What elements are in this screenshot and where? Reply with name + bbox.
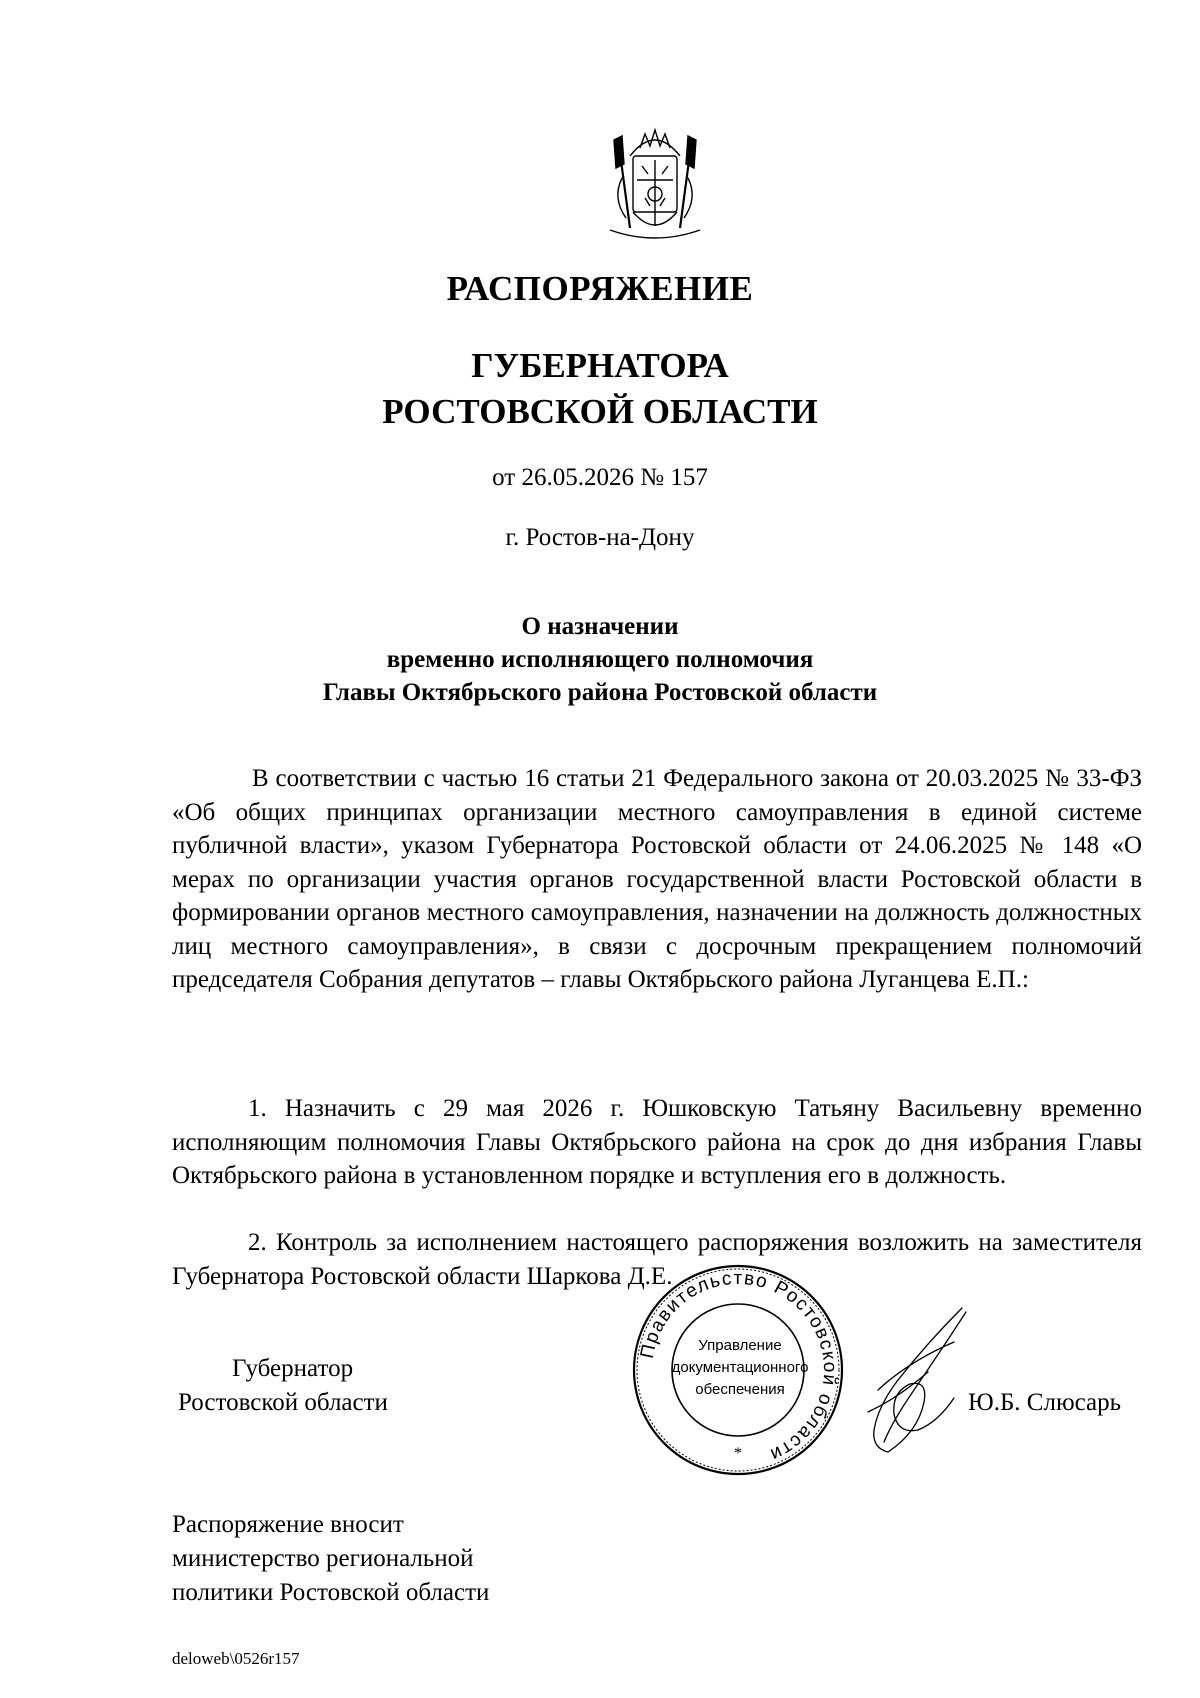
item-1-paragraph: 1. Назначить с 29 мая 2026 г. Юшковскую Татьяну Васильевну временно исполняющим полномочия Главы Октябрьского района на срок до дня избрания Главы Октябрьского района в установленном порядке и вступления его в должность. [172,1095,1142,1189]
coat-of-arms-icon [600,118,710,242]
signer-position-line-1: Губернатор [232,1355,354,1382]
handwritten-signature-icon [858,1302,978,1462]
document-city: г. Ростов-на-Дону [505,524,695,551]
signer-position [178,1352,388,1420]
subject-line-3: Главы Октябрьского района Ростовской области [322,679,878,706]
svg-text:*: * [734,1445,742,1462]
signer-position-line-2: Ростовской области [178,1389,388,1416]
introduced-by-line-3: политики Ростовской области [172,1579,490,1606]
issuer-line-1: ГУБЕРНАТОРА [471,346,729,385]
issuer-title [0,343,1200,435]
preamble-paragraph: В соответствии с частью 16 статьи 21 Федерального закона от 20.03.2025 № 33-ФЗ «Об общих принципах организации местного самоуправления в единой системе публичной власти», указом Губернатора Ростовской области от 24.06.2025 № 148 «О мерах по организации участия органов государственной власти Ростовской области в формировании органов местного самоуправления, назначении на должность должностных лиц местного самоуправления», в связи с досрочным прекращением полномочий председателя Собрания депутатов – главы Октябрьского района Луганцева Е.П.: [172,765,1142,993]
seal-inner-line-2: документационного [671,1359,809,1376]
introduced-by-line-2: министерство региональной [172,1545,474,1572]
seal-inner-line-1: Управление [698,1337,782,1354]
document-date-number: от 26.05.2026 № 157 [492,464,708,491]
document-subject [0,610,1200,709]
introduced-by-line-1: Распоряжение вносит [172,1511,404,1538]
file-code: deloweb\0526r157 [172,1649,300,1668]
signer-name: Ю.Б. Слюсарь [968,1389,1122,1416]
subject-line-1: О назначении [521,613,679,640]
item-2-paragraph: 2. Контроль за исполнением настоящего распоряжения возложить на заместителя Губернатора Ростовской области Шаркова Д.Е. [172,1229,1142,1290]
document-type-title: РАСПОРЯЖЕНИЕ [446,269,754,308]
subject-line-2: временно исполняющего полномочия [386,646,814,673]
seal-inner-line-3: обеспечения [695,1381,785,1398]
seal-outer-text: Правительство Ростовской области [636,1267,841,1466]
issuer-line-2: РОСТОВСКОЙ ОБЛАСТИ [382,392,818,431]
seal-inner-text [670,1335,810,1401]
introduced-by [172,1508,489,1610]
